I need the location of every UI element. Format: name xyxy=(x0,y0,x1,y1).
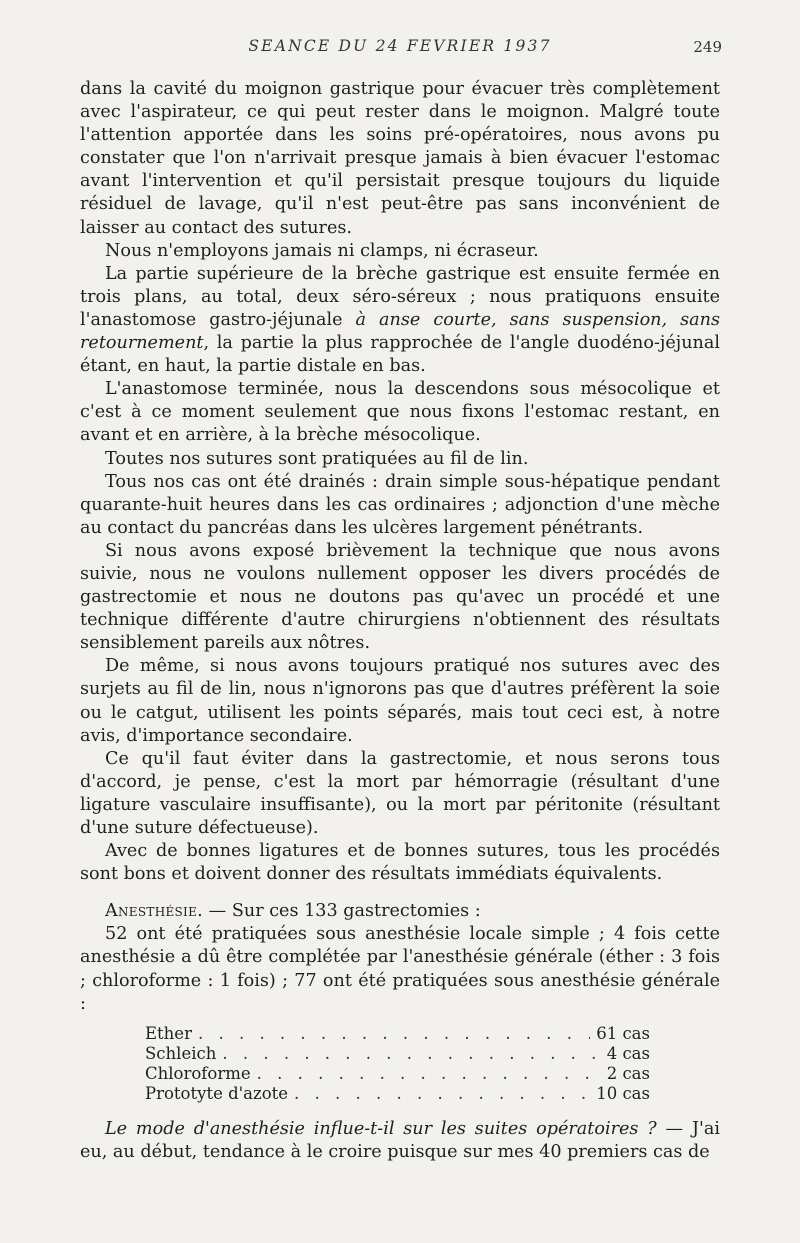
section-gap xyxy=(80,1104,720,1118)
leader-dots xyxy=(198,1024,590,1044)
paragraph-technique: Si nous avons exposé brièvement la technique que nous avons suivie, nous ne voulons nullement opposer les divers procédés de gastrectomie et nous ne doutons pas qu'avec un procédé et une technique différente d'autre chirurgiens n'obtiennent des résultats sensiblement pareils aux nôtres. xyxy=(80,540,720,654)
running-title: SEANCE DU 24 FEVRIER 1937 xyxy=(248,37,552,55)
paragraph-eviter: Ce qu'il faut éviter dans la gastrectomie, et nous serons tous d'accord, je pense, c'est la mort par hémorragie (résultant d'une ligature vasculaire insuffisante), ou la mort par péritonite (résultant d'une suture défectueuse). xyxy=(80,748,720,838)
paragraph-clamps: Nous n'employons jamais ni clamps, ni écraseur. xyxy=(105,240,539,261)
closing-question: Le mode d'anesthésie influe-t-il sur les suites opératoires ? xyxy=(105,1118,657,1139)
paragraph-closing xyxy=(80,1118,720,1164)
running-head xyxy=(80,37,720,59)
breche-text: La partie supérieure de la brèche gastrique est ensuite fermée en trois plans, au total, deux séro-séreux ; nous pratiquons ensuite l'anastomose gastro-jéjunale xyxy=(80,263,720,330)
breche-text-end: , la partie la plus rapprochée de l'angle duodéno-jéjunal étant, en haut, la partie distale en bas. xyxy=(80,333,720,377)
anesthesia-table xyxy=(145,1024,650,1104)
closing-text: J'ai eu, au début, tendance à le croire puisque sur mes 40 premiers cas de xyxy=(80,1118,720,1162)
row-count: 61 cas xyxy=(596,1023,650,1043)
table-row xyxy=(145,1064,650,1084)
paragraph-drainage: Tous nos cas ont été drainés : drain simple sous-hépatique pendant quarante-huit heures dans les cas ordinaires ; adjonction d'une mèche au contact du pancréas dans les ulcères largement pénétrants. xyxy=(80,471,720,538)
section-label: Anesthésie. xyxy=(105,901,204,922)
row-name: Ether xyxy=(145,1023,192,1043)
row-name: Schleich xyxy=(145,1043,217,1063)
page-number: 249 xyxy=(693,38,722,56)
table-row xyxy=(145,1044,650,1064)
heading-dash: — xyxy=(203,901,232,922)
row-name: Prototyte d'azote xyxy=(145,1083,289,1103)
closing-dash: — xyxy=(656,1118,692,1139)
leader-dots xyxy=(257,1064,601,1084)
paragraph-surjets: De même, si nous avons toujours pratiqué nos sutures avec des surjets au fil de lin, nous n'ignorons pas que d'autres préfèrent la soie ou le catgut, utilisent les points séparés, mais tout ceci est, à notre avis, d'importance secondaire. xyxy=(80,656,720,746)
paragraph-sutures: Toutes nos sutures sont pratiquées au fil de lin. xyxy=(105,448,529,469)
row-count: 2 cas xyxy=(606,1063,650,1083)
table-row xyxy=(145,1024,650,1044)
row-count: 4 cas xyxy=(606,1043,650,1063)
anesthesia-heading xyxy=(80,900,720,923)
section-gap xyxy=(80,886,720,900)
paragraph-anesthesia: 52 ont été pratiquées sous anesthésie locale simple ; 4 fois cette anesthésie a dû être complétée par l'anesthésie générale (éther : 3 fois ; chloroforme : 1 fois) ; 77 ont été pratiquées sous anesthésie générale : xyxy=(80,924,720,1014)
paragraph-breche xyxy=(80,263,720,378)
body-text xyxy=(80,78,720,1164)
leader-dots xyxy=(222,1044,600,1064)
paragraph-continued: dans la cavité du moignon gastrique pour évacuer très complètement avec l'aspirateur, ce qui peut rester dans le moignon. Malgré toute l'attention apportée dans les soins pré-opératoires, nous avons pu constater que l'on n'arrivait presque jamais à bien évacuer l'estomac avant l'intervention et qu'il persistait presque toujours du liquide résiduel de lavage, qu'il n'est peut-être pas sans inconvénient de laisser au contact des sutures. xyxy=(80,79,720,238)
paragraph-anastomose: L'anastomose terminée, nous la descendons sous mésocolique et c'est à ce moment seulement que nous fixons l'estomac restant, en avant et en arrière, à la brèche mésocolique. xyxy=(80,379,720,446)
breche-italic: à anse courte, sans suspension, sans retournement xyxy=(80,309,720,354)
table-row xyxy=(145,1084,650,1104)
heading-text: Sur ces 133 gastrectomies : xyxy=(231,901,481,922)
row-count: 10 cas xyxy=(596,1083,650,1103)
paragraph-ligatures: Avec de bonnes ligatures et de bonnes sutures, tous les procédés sont bons et doivent donner des résultats immédiats équivalents. xyxy=(80,841,720,885)
row-name: Chloroforme xyxy=(145,1063,251,1083)
leader-dots xyxy=(294,1084,590,1104)
